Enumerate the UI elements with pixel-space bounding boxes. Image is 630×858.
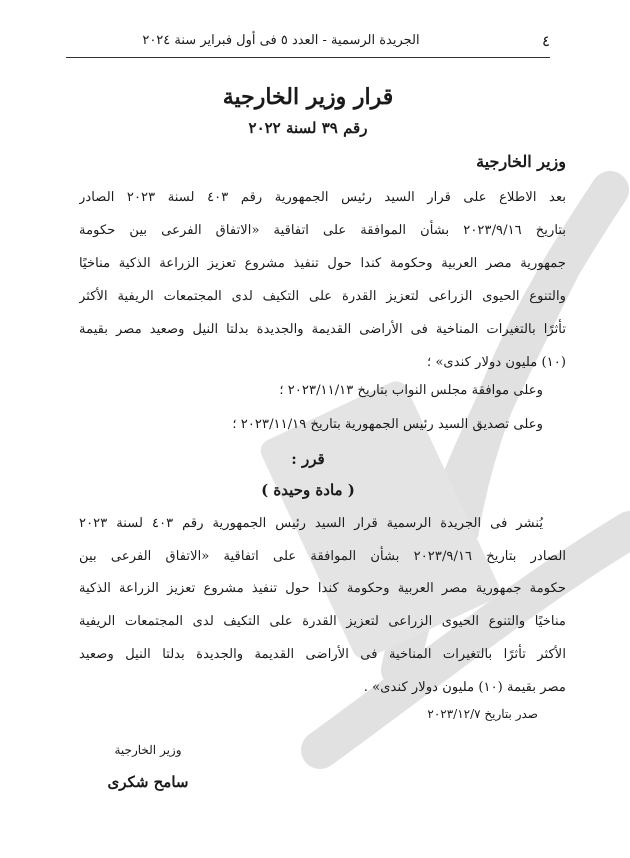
decision-label: قرر :: [291, 450, 325, 468]
running-title: الجريدة الرسمية - العدد ٥ فى أول فبراير سنة ٢٠٢٤: [142, 33, 420, 48]
article-label: ( مادة وحيدة ): [261, 481, 355, 499]
decree-title: قرار وزير الخارجية: [222, 84, 394, 110]
preamble-line: تأثرًا بالتغيرات المناخية فى الأراضى القديمة والجديدة بدلتا النيل وصعيد مصر بقيمة: [79, 322, 566, 337]
article-line: مناخيًا والتنوع الحيوى الزراعى لتعزيز القدرة على التكيف لدى المجتمعات الريفية: [79, 614, 566, 629]
article-line: مصر بقيمة (١٠) مليون دولار كندى» .: [363, 680, 566, 695]
preamble-line: بعد الاطلاع على قرار السيد رئيس الجمهورية رقم ٤٠٣ لسنة ٢٠٢٣ الصادر: [79, 190, 566, 205]
article-line: يُنشر فى الجريدة الرسمية قرار السيد رئيس الجمهورية رقم ٤٠٣ لسنة ٢٠٢٣: [79, 516, 543, 531]
ratification-line: وعلى تصديق السيد رئيس الجمهورية بتاريخ ٢٠٢٣/١١/١٩ ؛: [232, 417, 543, 432]
signatory-role: وزير الخارجية: [114, 743, 182, 757]
page-number: ٤: [541, 32, 550, 50]
decree-number: رقم ٣٩ لسنة ٢٠٢٢: [248, 119, 368, 137]
preamble-line: بتاريخ ٢٠٢٣/٩/١٦ بشأن الموافقة على اتفاقية «الاتفاق الفرعى بين حكومة: [79, 223, 566, 238]
signatory-name: سامح شكرى: [107, 773, 189, 791]
preamble-line: والتنوع الحيوى الزراعى لتعزيز القدرة على التكيف لدى المجتمعات الريفية الأكثر: [79, 289, 566, 304]
preamble-line: (١٠) مليون دولار كندى» ؛: [426, 355, 566, 370]
issue-date: صدر بتاريخ ٢٠٢٣/١٢/٧: [427, 707, 538, 721]
article-line: الصادر بتاريخ ٢٠٢٣/٩/١٦ بشأن الموافقة على اتفاقية «الاتفاق الفرعى بين: [79, 549, 566, 564]
page-header: [66, 30, 550, 56]
parliament-approval-line: وعلى موافقة مجلس النواب بتاريخ ٢٠٢٣/١١/١٣ ؛: [279, 383, 543, 398]
article-line: حكومة جمهورية مصر العربية وحكومة كندا حول تنفيذ مشروع تعزيز الزراعة الذكية: [79, 581, 566, 596]
preamble-line: جمهورية مصر العربية وحكومة كندا حول تنفيذ مشروع تعزيز الزراعة الذكية مناخيًا: [79, 256, 566, 271]
article-line: الأكثر تأثرًا بالتغيرات المناخية فى الأراضى القديمة والجديدة بدلتا النيل وصعيد: [79, 647, 566, 662]
header-divider: [66, 57, 550, 58]
issuer-heading: وزير الخارجية: [476, 152, 566, 171]
